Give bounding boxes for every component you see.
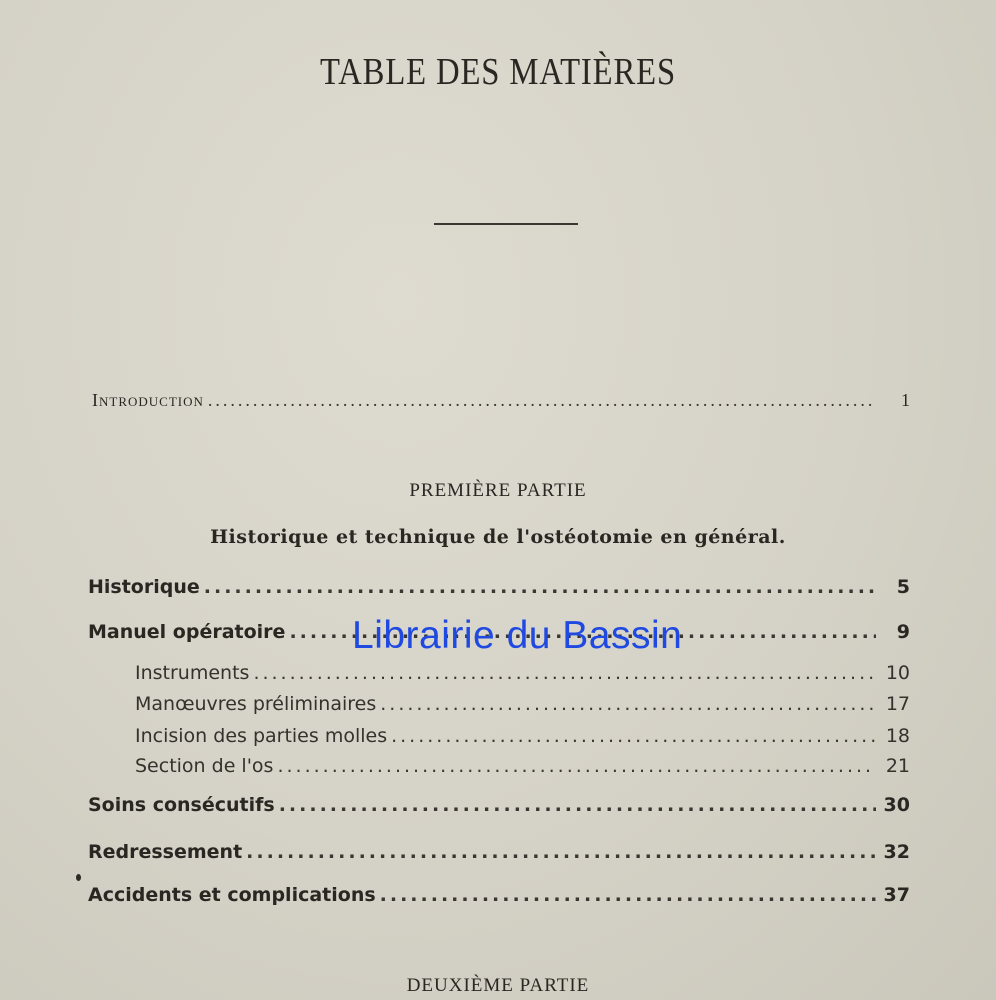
toc-entry-soins — [88, 794, 910, 816]
toc-entry-instruments — [135, 662, 910, 684]
toc-entry-label: Redressement — [88, 841, 243, 863]
toc-entry-incision — [135, 725, 910, 747]
toc-entry-label: Accidents et complications — [88, 884, 376, 906]
toc-page-number: 18 — [885, 725, 910, 747]
ink-mark — [76, 874, 81, 881]
toc-entry-label: Incision des parties molles — [135, 725, 388, 747]
toc-entry-label: Introduction — [92, 390, 204, 410]
dot-leader — [246, 841, 876, 863]
toc-page-number: 30 — [883, 794, 910, 816]
title-divider — [434, 223, 578, 225]
page-title: TABLE DES MATIÈRES — [319, 51, 677, 93]
toc-entry-label: Manuel opératoire — [88, 621, 286, 643]
toc-entry-label: Historique — [88, 576, 200, 598]
dot-leader — [380, 884, 876, 906]
toc-entry-historique — [88, 576, 910, 598]
watermark: Librairie du Bassin — [352, 614, 683, 657]
toc-page-number: 5 — [896, 576, 910, 598]
part-one-heading: PREMIÈRE PARTIE — [409, 480, 587, 501]
part-one-subtitle: Historique et technique de l'ostéotomie en général. — [210, 526, 786, 548]
dot-leader — [380, 693, 876, 715]
dot-leader — [279, 794, 876, 816]
toc-entry-label: Manœuvres préliminaires — [135, 693, 377, 715]
toc-entry-label: Instruments — [135, 662, 250, 684]
toc-page-number: 17 — [885, 693, 910, 715]
dot-leader — [277, 755, 876, 777]
dot-leader — [204, 576, 876, 598]
toc-page-number: 21 — [885, 755, 910, 777]
toc-entry-label: Soins consécutifs — [88, 794, 275, 816]
toc-entry-manoeuvres — [135, 693, 910, 715]
toc-page-number: 32 — [883, 841, 910, 863]
toc-entry-introduction — [92, 390, 910, 411]
dot-leader — [253, 662, 876, 684]
part-two-heading: DEUXIÈME PARTIE — [406, 975, 590, 996]
toc-page-number: 1 — [901, 390, 910, 410]
toc-entry-section-os — [135, 755, 910, 777]
toc-page-number: 37 — [883, 884, 910, 906]
dot-leader — [391, 725, 876, 747]
dot-leader — [208, 390, 876, 411]
toc-page-number: 9 — [896, 621, 910, 643]
toc-entry-redressement — [88, 841, 910, 863]
toc-entry-accidents — [88, 884, 910, 906]
toc-page-number: 10 — [885, 662, 910, 684]
toc-entry-label: Section de l'os — [135, 755, 274, 777]
